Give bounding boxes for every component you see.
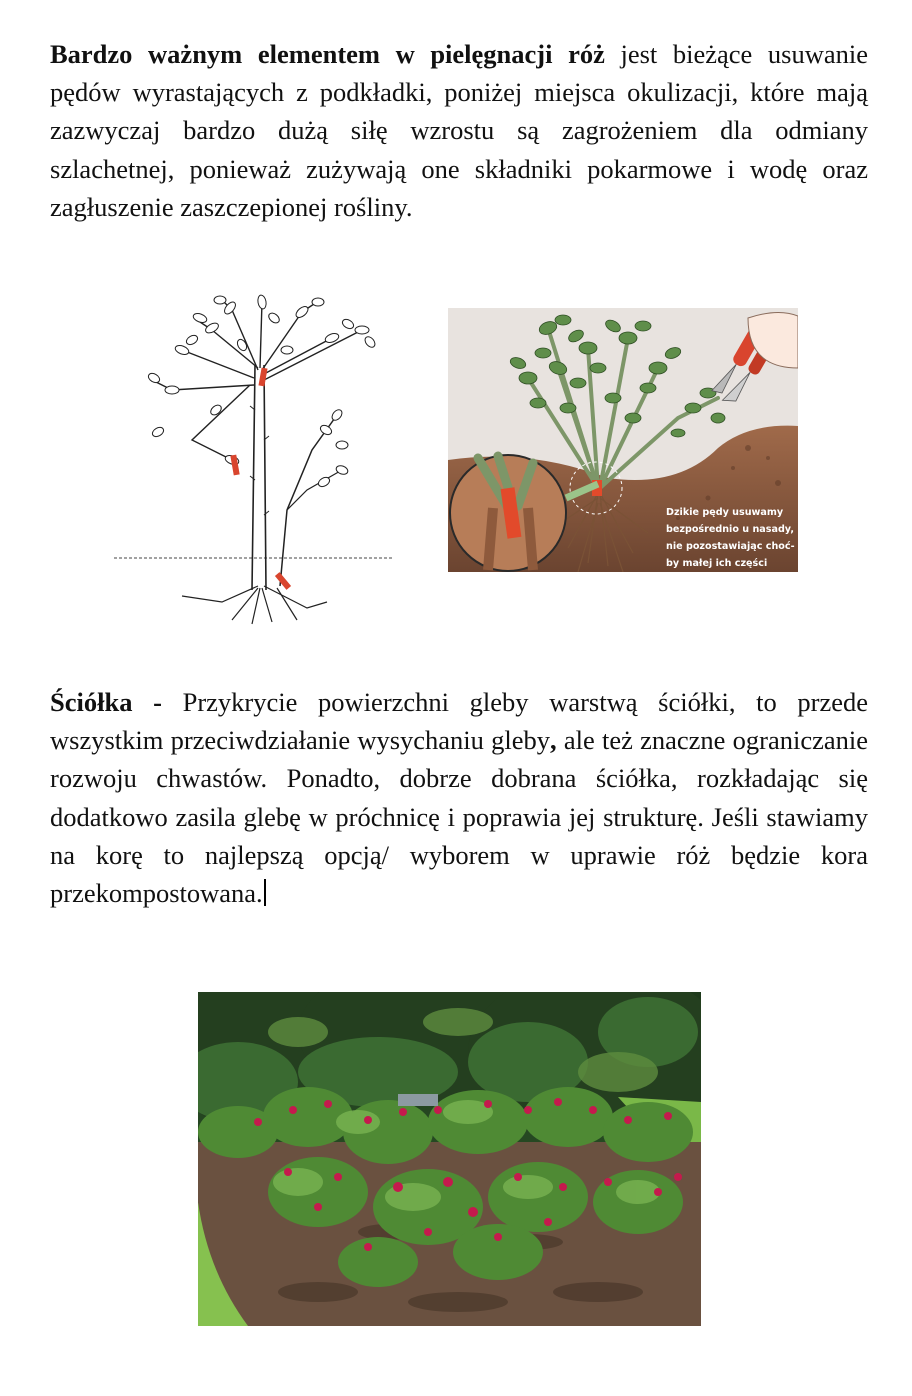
pruning-heading: Bardzo ważnym elementem w pielęgnacji róż bbox=[50, 39, 605, 69]
mulch-paragraph bbox=[50, 683, 868, 912]
pruning-paragraph bbox=[50, 35, 868, 226]
caption-line: Dzikie pędy usuwamy bbox=[666, 507, 784, 518]
mulch-text: ale też znaczne ograniczanie rozwoju chwastów. Ponadto, dobrze dobrana ściółka, rozkładając się dodatkowo zasila glebę w próchnicę i poprawia jej strukturę. Jeśli stawiamy na korę to najlepszą opcją/ wyborem w uprawie róż będzie kora przekompostowana. bbox=[50, 725, 868, 909]
mulch-heading: Ściółka - bbox=[50, 687, 162, 717]
pruning-text: jest bieżące usuwanie pędów wyrastających z podkładki, poniżej miejsca okulizacji, które mają zazwyczaj bardzo dużą siłę wzrostu są zagrożeniem dla odmiany szlachetnej, ponieważ zużywają one składniki pokarmowe i wodę oraz zagłuszenie zaszczepionej rośliny. bbox=[50, 39, 869, 222]
mulch-text: Przykrycie powierzchni gleby warstwą ściółki, to przede wszystkim przeciwdziałanie wysychaniu gleby bbox=[50, 687, 868, 756]
mulched-rose-bed-photo bbox=[198, 992, 701, 1326]
rose-cutting-illustration bbox=[448, 308, 798, 572]
rose-sketch-illustration bbox=[112, 290, 394, 626]
caption-line: bezpośrednio u nasady, bbox=[666, 524, 794, 535]
text-cursor bbox=[264, 879, 266, 906]
caption-line: nie pozostawiając choć- bbox=[666, 541, 795, 552]
mulch-bold-comma: , bbox=[550, 725, 557, 756]
caption-line: by małej ich części bbox=[666, 558, 768, 569]
